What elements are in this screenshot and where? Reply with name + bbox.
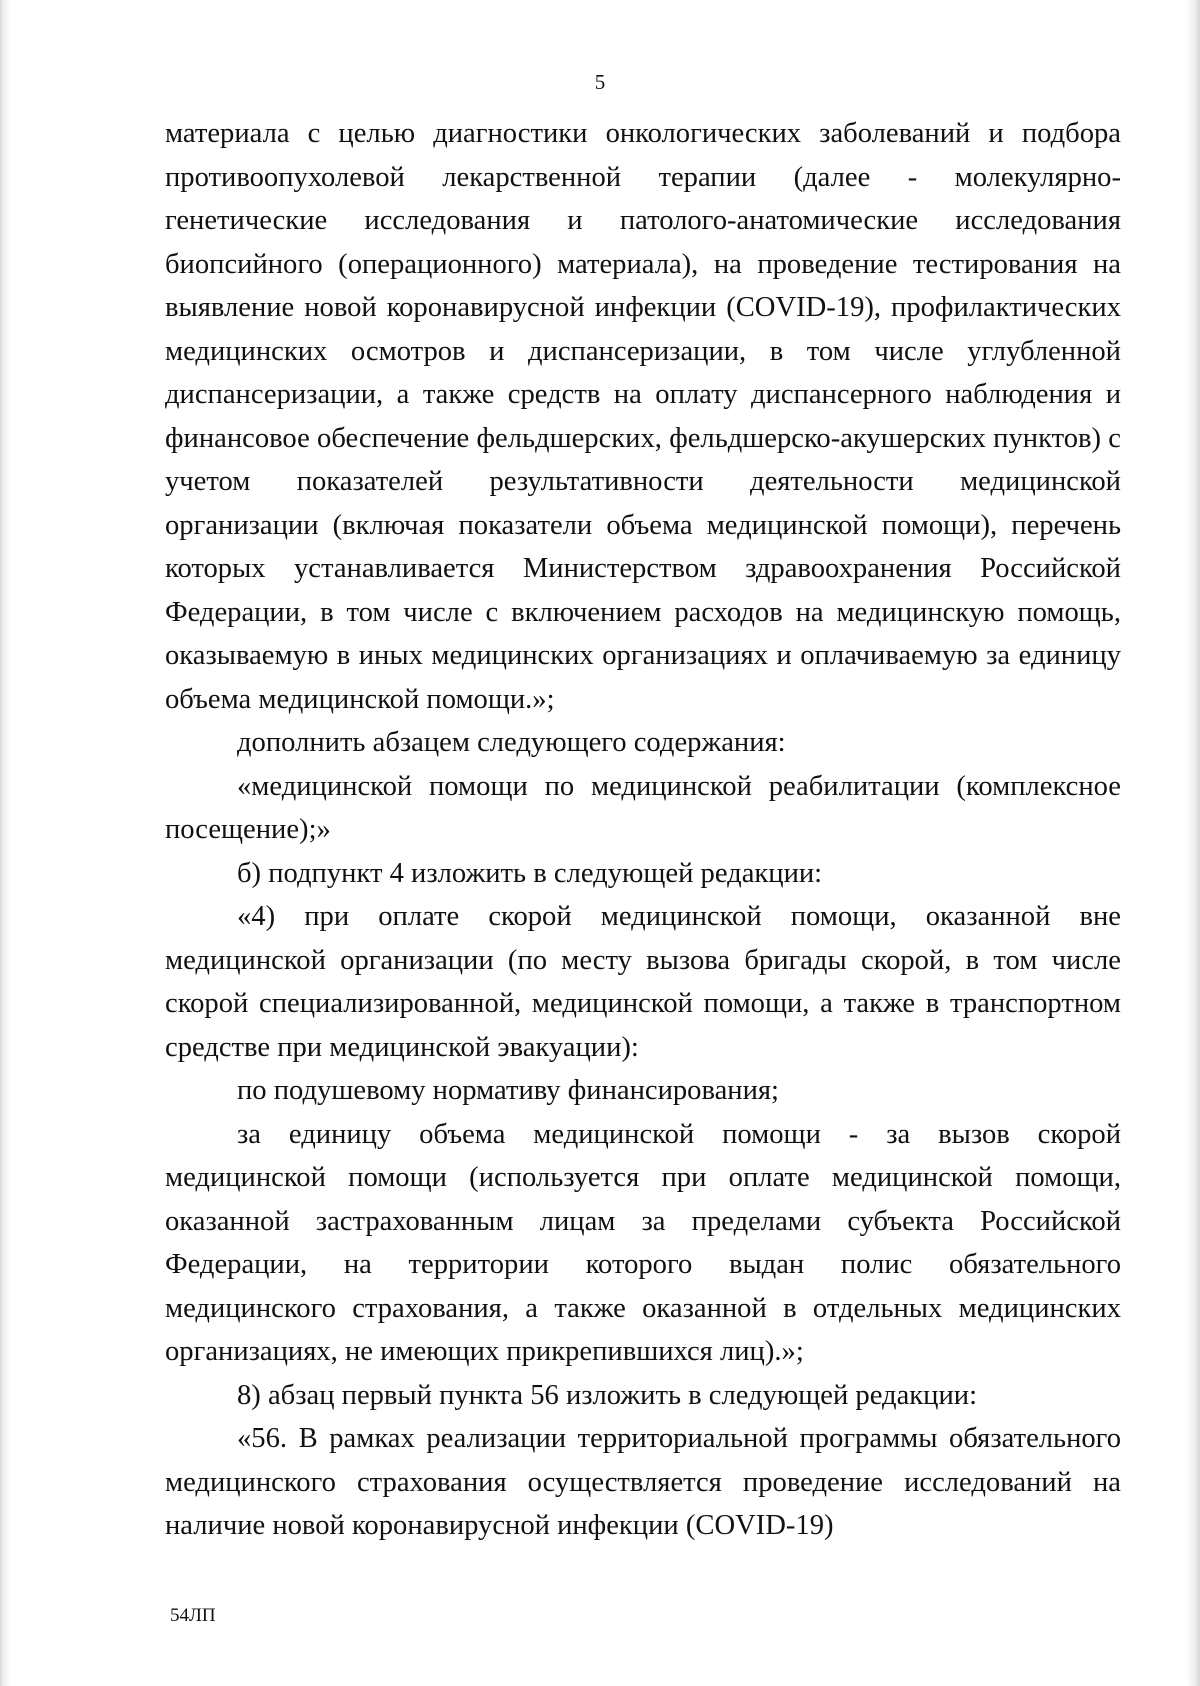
paragraph-per-capita: по подушевому нормативу финансирования; <box>237 1075 779 1106</box>
page-number: 5 <box>594 70 606 94</box>
paragraph-item-8: 8) абзац первый пункта 56 изложить в следующей редакции: <box>237 1379 978 1411</box>
paragraph-item-56-quote: «56. В рамках реализации территориальной программы обязательного медицинского страхования осуществляется проведение исследований на наличие новой коронавирусной инфекции (COVID-19) <box>165 1423 1121 1541</box>
scan-edge-left <box>0 0 12 1686</box>
paragraph-continuation: материала с целью диагностики онкологических заболеваний и подбора противоопухолевой лекарственной терапии (далее - молекулярно-генетические исследования и патолого-анатомические исследования биопсийного (операционного) материала), на проведение тестирования на выявление новой коронавирусной инфекции (COVID-19), профилактических медицинских осмотров и диспансеризации, в том числе углубленной диспансеризации, а также средств на оплату диспансерного наблюдения и финансовое обеспечение фельдшерских, фельдшерско-акушерских пунктов) с учетом показателей результативности деятельности медицинской организации (включая показатели объема медицинской помощи), перечень которых устанавливается Министерством здравоохранения Российской Федерации, в том числе с включением расходов на медицинскую помощь, оказываемую в иных медицинских организациях и оплачиваемую за единицу объема медицинской помощи.»; <box>165 118 1121 715</box>
paragraph-per-unit: за единицу объема медицинской помощи - за вызов скорой медицинской помощи (используется при оплате медицинской помощи, оказанной застрахованным лицам за пределами субъекта Российской Федерации, на территории которого выдан полис обязательного медицинского страхования, а также оказанной в отдельных медицинских организациях, не имеющих прикрепившихся лиц).»; <box>165 1118 1121 1367</box>
paragraph-item-4-quote: «4) при оплате скорой медицинской помощи, оказанной вне медицинской организации (по месту вызова бригады скорой, в том числе скорой специализированной, медицинской помощи, а также в транспортном средстве при медицинской эвакуации): <box>165 901 1121 1063</box>
footer-document-code: 54ЛП <box>170 1605 216 1626</box>
paragraph-add-abzac: дополнить абзацем следующего содержания: <box>237 727 786 758</box>
document-body <box>165 112 1121 1548</box>
paragraph-rehab-quote: «медицинской помощи по медицинской реабилитации (комплексное посещение);» <box>165 770 1121 845</box>
scan-edge-right <box>1186 0 1200 1686</box>
paragraph-subitem-b: б) подпункт 4 изложить в следующей редакции: <box>237 857 823 889</box>
